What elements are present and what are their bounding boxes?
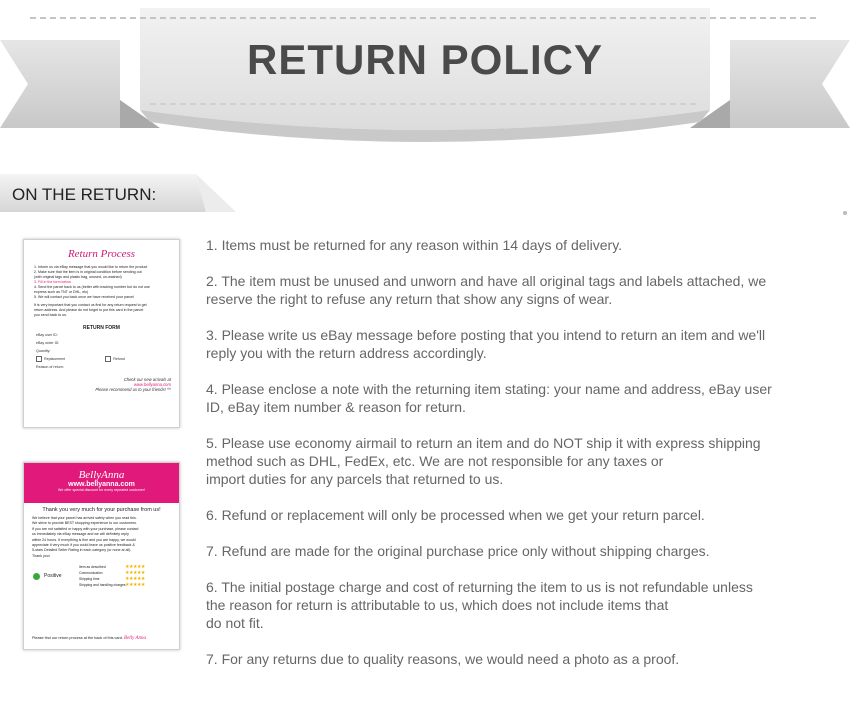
rating-row: Shipping time ★★★★★ — [79, 576, 145, 583]
footer-text: Please find our return process at the back of this card. — [32, 636, 123, 640]
form-field-label: eBay order ID: — [36, 341, 60, 345]
rating-block — [24, 563, 179, 597]
body-line: 5-stars Detailed Seller Rating in each category (or none at all). — [32, 548, 132, 553]
policy-item: 7. Refund are made for the original purchase price only without shipping charges. — [206, 543, 710, 559]
thanks-heading: Thank you very much for your purchase from us! — [42, 507, 161, 513]
star-icon: ★★★★★ — [125, 576, 145, 583]
footer-line: www.bellyanna.com — [133, 382, 171, 387]
star-icon: ★★★★★ — [125, 582, 145, 589]
brand-tagline: We offer special discount for every repeated customer! — [58, 488, 145, 492]
policy-item: 6. Refund or replacement will only be processed when we get your return parcel. — [206, 507, 705, 523]
rating-rows — [79, 564, 145, 588]
return-form-title: RETURN FORM — [83, 325, 120, 331]
star-icon: ★★★★★ — [125, 570, 145, 577]
body-line: Thank you! — [32, 553, 50, 558]
brand-site: www.bellyanna.com — [68, 481, 135, 488]
brand-name: BellyAnna — [78, 469, 125, 481]
star-icon: ★★★★★ — [125, 564, 145, 571]
thank-you-card — [23, 462, 180, 650]
form-field-label: Reason of return: — [36, 365, 64, 369]
check-label: Refund — [113, 357, 125, 361]
return-step: express such as TNT or DHL, etc) — [34, 290, 89, 294]
positive-label: Positive — [44, 573, 62, 580]
check-label: Replacement — [44, 357, 66, 361]
body-line: We believe that your parcel has arrived safely when you read this. — [32, 516, 137, 520]
footer-line: Please recommend us to your friends! ^^ — [95, 387, 171, 392]
return-note-line: you send back to us. — [34, 313, 67, 317]
body-line: We strive to provide BEST shopping experience to our customers. — [32, 521, 137, 526]
return-note — [24, 300, 179, 318]
return-card-footer — [24, 371, 179, 392]
policy-item: 5. Please use economy airmail to return an item and do NOT ship it with express shipping method such as DHL, FedEx, etc. We are not responsible for any taxes or import duties for any parcels that returned to us. — [206, 435, 761, 487]
return-step: 5. We will contact you back once we have received your parcel — [34, 295, 134, 299]
return-note-line: return address. And please do not forget to put this card in the parcel — [34, 308, 144, 312]
thanks-body — [24, 513, 179, 559]
form-field-label: Quantity: — [36, 349, 51, 353]
body-line: If you are not satisfied or happy with your purchase, please contact — [32, 526, 139, 531]
return-step: 2. Make sure that the item is in original condition before sending out — [34, 270, 142, 274]
form-checks — [24, 355, 179, 363]
rating-row: Item as described ★★★★★ — [79, 564, 145, 571]
section-title: ON THE RETURN: — [12, 185, 157, 204]
return-step: 1. Inform us via eBay message that you would like to return the product — [34, 265, 148, 269]
page-title: RETURN POLICY — [246, 36, 603, 83]
return-process-card — [23, 239, 180, 428]
policy-item: 6. The initial postage charge and cost of returning the item to us is not refundable unless the reason for return is attributable to us, which does not include items that do not fit. — [206, 579, 753, 631]
banner — [0, 0, 850, 160]
return-step: (with original tags and plastic bag, unused, un-washed) — [34, 275, 122, 279]
return-step: 4. Send the parcel back to us (better with tracking number but do not use — [34, 285, 150, 289]
checkbox-icon — [105, 356, 111, 362]
rating-row: Shipping and handling charges★★★★★ — [79, 582, 145, 589]
return-step: 3. Fill in the form below — [34, 280, 71, 284]
return-note-line: It is very important that you contact us first for any return request to get — [34, 303, 147, 307]
form-field-label: eBay user ID: — [36, 333, 58, 337]
footer-line: Check our new arrivals at — [123, 377, 171, 382]
policy-item: 2. The item must be unused and unworn and have all original tags and labels attached, we reserve the right to refuse any return that show any signs of wear. — [206, 273, 767, 307]
brand-header — [24, 463, 179, 503]
policy-item: 7. For any returns due to quality reasons, we would need a photo as a proof. — [206, 651, 680, 667]
body-line: within 24 hours. If everything is fine and you are happy, we would — [32, 537, 136, 542]
return-steps — [24, 265, 179, 300]
section-header — [0, 172, 850, 218]
policy-item: 1. Items must be returned for any reason within 14 days of delivery. — [206, 237, 623, 253]
policy-item: 3. Please write us eBay message before posting that you intend to return an item and we'll reply you with the return address accordingly. — [206, 327, 766, 361]
policy-item: 4. Please enclose a note with the returning item stating: your name and address, eBay user ID, eBay item number & reason for return. — [206, 381, 772, 415]
signature: Belly Anna — [124, 636, 147, 641]
thanks-footer — [32, 636, 146, 641]
return-process-title: Return Process — [67, 248, 136, 260]
body-line: us immediately via eBay message and we will definitely reply — [32, 532, 129, 537]
rating-row: Communication ★★★★★ — [79, 570, 145, 577]
checkbox-icon — [36, 356, 42, 362]
body-line: appreciate it very much if you could leave us positive feedback & — [32, 543, 135, 548]
positive-icon — [33, 573, 40, 580]
